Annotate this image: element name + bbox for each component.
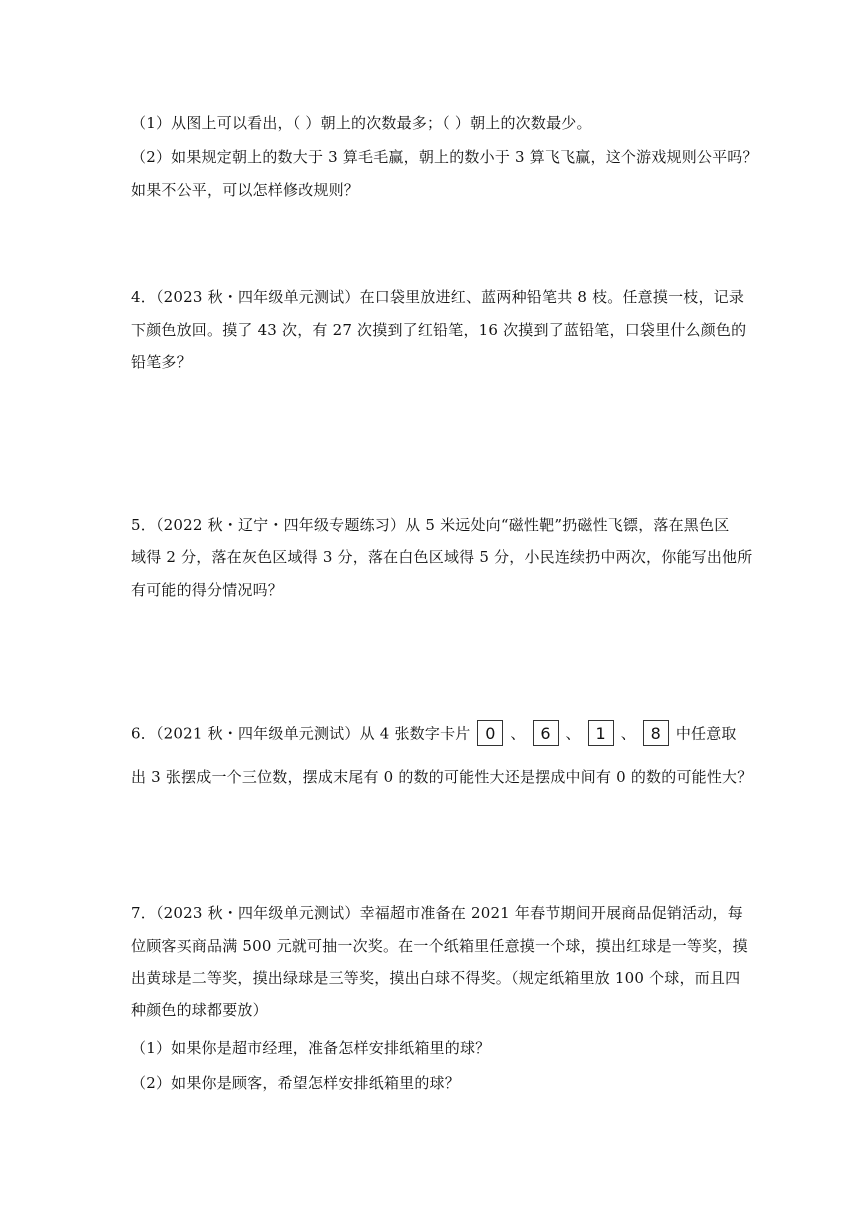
q7-sub2: （2）如果你是顾客，希望怎样安排纸箱里的球？ [131,1074,460,1092]
q5-line2: 域得 2 分，落在灰色区域得 3 分，落在白色区域得 5 分，小民连续扔中两次，你能写出他所 [131,548,753,566]
q7-sub1: （1）如果你是超市经理，准备怎样安排纸箱里的球？ [131,1039,491,1057]
q4-line2: 下颜色放回。摸了 43 次，有 27 次摸到了红铅笔，16 次摸到了蓝铅笔，口袋里什么颜色的 [131,321,747,339]
q6-line2: 出 3 张摆成一个三位数，摆成末尾有 0 的数的可能性大还是摆成中间有 0 的数的可能性大？ [131,768,753,786]
q7-line1: 7．（2023 秋・四年级单元测试）幸福超市准备在 2021 年春节期间开展商品促销活动，每 [131,904,743,922]
digit-card-6: 6 [533,720,559,746]
q5-line3: 有可能的得分情况吗？ [131,581,284,599]
q4-line3: 铅笔多？ [131,353,192,371]
q3-sub1: （1）从图上可以看出，（ ）朝上的次数最多；（ ）朝上的次数最少。 [131,114,592,132]
separator: 、 [620,724,636,743]
q4-line1: 4．（2023 秋・四年级单元测试）在口袋里放进红、蓝两种铅笔共 8 枝。任意摸一枝，记录 [131,288,745,306]
separator: 、 [510,724,526,743]
q6-suffix: 中任意取 [675,724,737,743]
q5-line1: 5．（2022 秋・辽宁・四年级专题练习）从 5 米远处向“磁性靶”扔磁性飞镖，落在黑色区 [131,516,730,534]
q7-line3: 出黄球是二等奖，摸出绿球是三等奖，摸出白球不得奖。（规定纸箱里放 100 个球，而且四 [131,969,741,987]
q3-sub2-line1: （2）如果规定朝上的数大于 3 算毛毛赢，朝上的数小于 3 算飞飞赢，这个游戏规则公平吗？ [131,148,758,166]
digit-card-0: 0 [477,720,503,746]
q6-line1 [131,720,737,746]
digit-card-1: 1 [588,720,614,746]
q3-sub2-line2: 如果不公平，可以怎样修改规则？ [131,181,360,199]
digit-card-8: 8 [643,720,669,746]
q7-line2: 位顾客买商品满 500 元就可抽一次奖。在一个纸箱里任意摸一个球，摸出红球是一等奖，摸 [131,937,748,955]
q6-prefix: 6．（2021 秋・四年级单元测试）从 4 张数字卡片 [131,724,471,743]
separator: 、 [565,724,581,743]
q7-line4: 种颜色的球都要放） [131,1001,268,1019]
